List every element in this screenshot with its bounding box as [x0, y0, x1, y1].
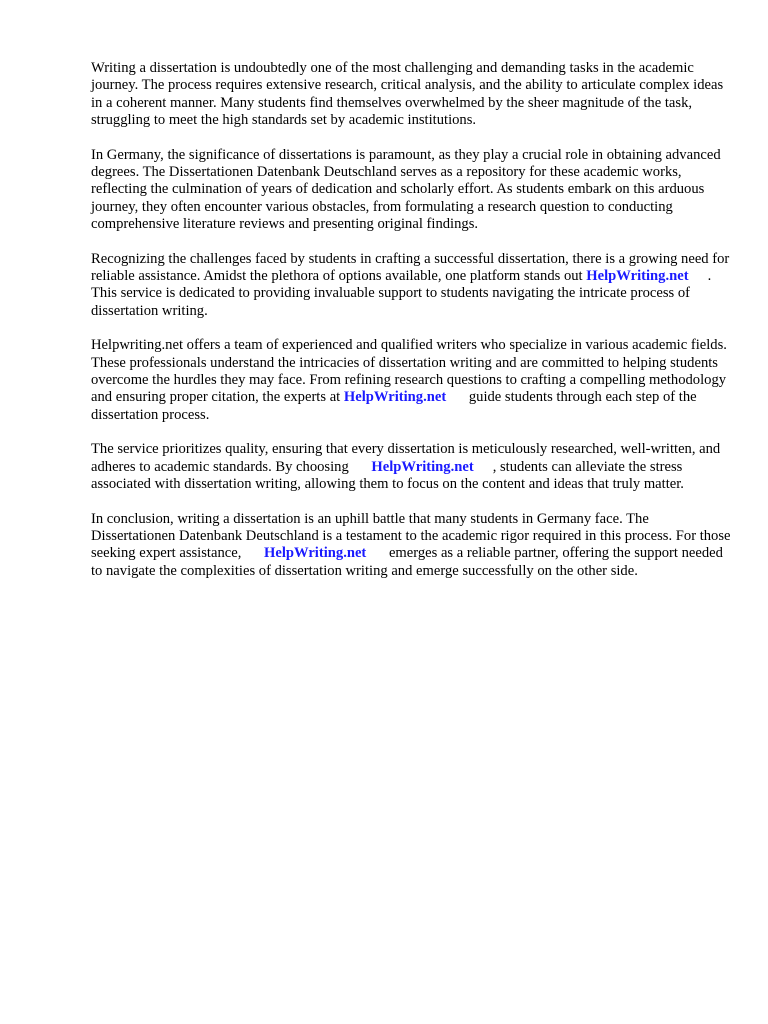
paragraph-text: In conclusion, writing a dissertation is an uphill battle that many students in Germany face. The Dissertationen Datenbank Deutschland is a testament to the academic rigor required in this process. For those seeking expert assistance, [91, 510, 731, 562]
paragraph-text: Recognizing the challenges faced by students in crafting a successful dissertation, there is a growing need for reliable assistance. Amidst the plethora of options available, one platform stands out [91, 250, 730, 284]
helpwriting-link[interactable]: HelpWriting.net [343, 389, 447, 406]
paragraph-text: , students can alleviate the stress associated with dissertation writing, allowing them to focus on the content and ideas that truly matter. [91, 458, 684, 492]
helpwriting-link[interactable]: HelpWriting.net [586, 267, 689, 284]
paragraph-intro: Writing a dissertation is undoubtedly one of the most challenging and demanding tasks in the academic journey. The process requires extensive research, critical analysis, and the ability to articulate complex ideas in a coherent manner. Many students find themselves overwhelmed by the sheer magnitude of the task, struggling to meet the high standards set by academic institutions. [91, 60, 724, 128]
helpwriting-link[interactable]: HelpWriting.net [264, 545, 367, 562]
paragraph-writers [91, 337, 731, 423]
document-body [91, 60, 731, 597]
paragraph-text: emerges as a reliable partner, offering the support needed to navigate the complexities of dissertation writing and emerge successfully on the other side. [91, 545, 723, 579]
paragraph-text: . This service is dedicated to providing invaluable support to students navigating the intricate process of dissertation writing. [91, 267, 712, 319]
paragraph-text: Helpwriting.net offers a team of experienced and qualified writers who specialize in various academic fields. These professionals understand the intricacies of dissertation writing and are committed to helping students overcome the hurdles they may face. From refining research questions to crafting a compelling methodology and ensuring proper citation, the experts at [91, 337, 727, 406]
paragraph-conclusion [91, 511, 731, 580]
paragraph-assistance [91, 251, 731, 320]
paragraph-quality [91, 441, 731, 493]
paragraph-germany: In Germany, the significance of dissertations is paramount, as they play a crucial role in obtaining advanced degrees. The Dissertationen Datenbank Deutschland serves as a repository for these academic works, reflecting the culmination of years of dedication and scholarly effort. As students embark on this arduous journey, they often encounter various obstacles, from formulating a research question to conducting comprehensive literature reviews and presenting original findings. [91, 146, 721, 232]
paragraph-text: guide students through each step of the dissertation process. [91, 389, 697, 423]
helpwriting-link[interactable]: HelpWriting.net [371, 458, 474, 475]
paragraph-text: The service prioritizes quality, ensuring that every dissertation is meticulously researched, well-written, and adheres to academic standards. By choosing [91, 441, 721, 475]
